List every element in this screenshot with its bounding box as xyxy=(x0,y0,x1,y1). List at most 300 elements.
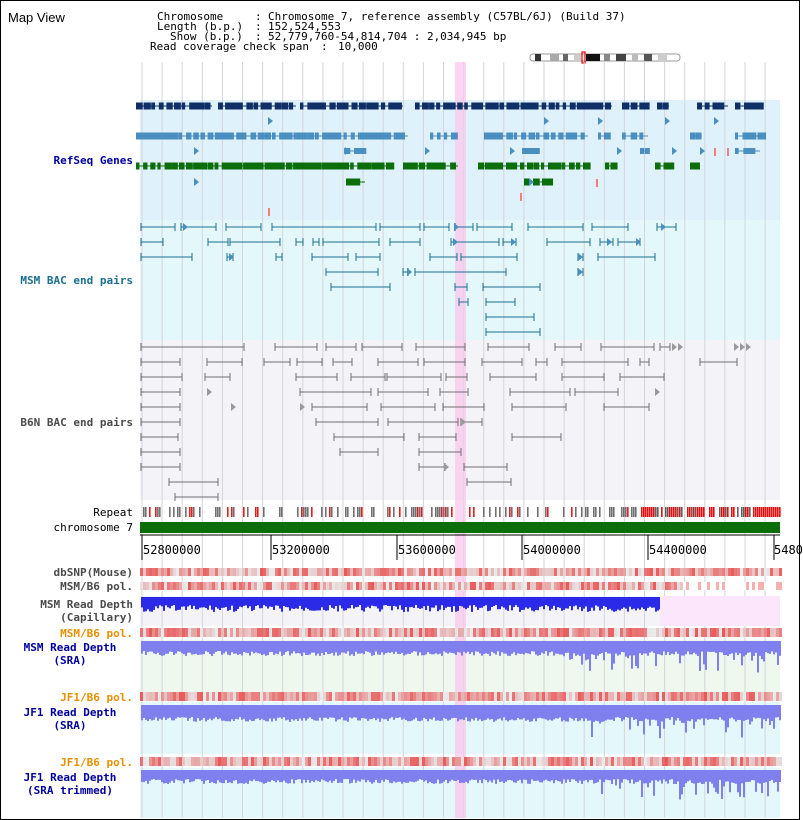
depth-bar xyxy=(411,705,413,721)
depth-bar xyxy=(773,770,775,783)
depth-bar xyxy=(725,770,727,782)
depth-bar xyxy=(143,770,145,782)
pol-cell xyxy=(371,582,374,590)
depth-bar xyxy=(401,705,403,720)
depth-bar xyxy=(383,641,385,655)
pol-cell xyxy=(443,582,446,590)
pol-cell xyxy=(689,568,692,576)
pol-cell xyxy=(308,568,311,576)
depth-bar xyxy=(451,770,453,780)
depth-bar xyxy=(719,705,721,717)
pol-cell xyxy=(395,692,398,701)
pol-cell xyxy=(140,628,143,637)
depth-bar xyxy=(713,705,715,719)
pol-cell xyxy=(590,582,593,590)
depth-bar xyxy=(667,770,669,784)
depth-bar xyxy=(285,705,287,720)
track-label-msm-b6-pol-sra[interactable]: MSM/B6 pol. xyxy=(60,627,133,640)
gene-exon xyxy=(222,133,230,140)
pol-cell xyxy=(719,628,722,637)
gene-exon xyxy=(556,103,560,110)
pol-cell xyxy=(203,757,206,766)
pol-cell xyxy=(692,628,695,637)
repeat-mark xyxy=(731,507,733,517)
pol-cell xyxy=(665,568,668,576)
pol-cell xyxy=(494,757,497,766)
depth-bar xyxy=(217,641,219,651)
repeat-mark xyxy=(347,507,349,517)
pol-cell xyxy=(749,582,752,590)
repeat-mark xyxy=(217,507,219,517)
depth-bar xyxy=(479,597,481,608)
depth-bar xyxy=(315,597,317,611)
pol-cell xyxy=(656,757,659,766)
depth-bar xyxy=(701,705,703,718)
pol-cell xyxy=(722,628,725,637)
pol-cell xyxy=(440,757,443,766)
depth-bar xyxy=(607,770,609,780)
pol-cell xyxy=(512,628,515,637)
pol-cell xyxy=(431,568,434,576)
pol-cell xyxy=(515,628,518,637)
pol-cell xyxy=(743,692,746,701)
pol-cell xyxy=(548,692,551,701)
depth-bar xyxy=(753,641,755,656)
pol-cell xyxy=(227,757,230,766)
depth-bar xyxy=(205,597,207,608)
pol-cell xyxy=(737,757,740,766)
depth-bar xyxy=(699,705,701,720)
depth-bar xyxy=(451,641,453,653)
pol-cell xyxy=(401,628,404,637)
track-label-jf1-depth-trimmed[interactable]: JF1 Read Depth (SRA trimmed) xyxy=(23,771,117,797)
repeat-mark xyxy=(595,507,597,517)
depth-bar xyxy=(637,770,639,782)
track-label-chromosome[interactable]: chromosome 7 xyxy=(53,521,133,534)
pol-cell xyxy=(698,757,701,766)
pol-cell xyxy=(230,582,233,590)
depth-bar xyxy=(311,770,313,781)
depth-bar xyxy=(691,641,693,654)
depth-bar xyxy=(425,597,427,610)
depth-bar xyxy=(195,597,197,609)
gene-exon xyxy=(374,103,379,110)
depth-bar xyxy=(261,597,263,608)
depth-bar xyxy=(435,597,437,605)
depth-bar xyxy=(427,641,429,652)
depth-bar xyxy=(375,705,377,720)
depth-bar xyxy=(593,705,595,722)
pol-cell xyxy=(494,568,497,576)
pol-cell xyxy=(578,568,581,576)
pol-cell xyxy=(671,757,674,766)
pol-cell xyxy=(371,757,374,766)
pol-cell xyxy=(155,692,158,701)
depth-bar xyxy=(399,597,401,605)
depth-bar xyxy=(197,705,199,718)
depth-bar xyxy=(613,641,615,664)
depth-bar xyxy=(315,770,317,780)
pol-cell xyxy=(275,628,278,637)
depth-bar xyxy=(603,705,605,721)
pol-cell xyxy=(500,628,503,637)
depth-bar xyxy=(235,641,237,654)
depth-bar xyxy=(437,770,439,780)
depth-bar xyxy=(653,705,655,720)
pol-cell xyxy=(752,568,755,576)
pol-cell xyxy=(185,692,188,701)
pol-cell xyxy=(389,692,392,701)
track-label-msm-bac[interactable]: MSM BAC end pairs xyxy=(20,274,133,287)
pol-cell xyxy=(320,628,323,637)
depth-bar xyxy=(159,597,161,605)
depth-bar xyxy=(397,597,399,609)
pol-cell xyxy=(233,757,236,766)
pol-cell xyxy=(197,568,200,576)
pol-cell xyxy=(494,692,497,701)
depth-bar xyxy=(155,597,157,606)
depth-bar xyxy=(443,641,445,651)
gene-exon xyxy=(598,103,603,110)
depth-bar xyxy=(463,770,465,783)
depth-bar xyxy=(209,597,211,606)
pol-cell xyxy=(689,628,692,637)
depth-bar xyxy=(337,641,339,656)
pol-cell xyxy=(425,692,428,701)
depth-bar xyxy=(645,770,647,783)
depth-bar xyxy=(429,770,431,782)
depth-bar xyxy=(415,597,417,605)
depth-bar xyxy=(241,770,243,783)
pol-cell xyxy=(458,692,461,701)
pol-cell xyxy=(374,757,377,766)
depth-bar xyxy=(241,597,243,607)
pol-cell xyxy=(245,757,248,766)
gene-exon xyxy=(569,163,575,170)
depth-bar xyxy=(223,770,225,783)
depth-bar xyxy=(209,705,211,719)
pol-cell xyxy=(224,757,227,766)
pol-cell xyxy=(383,757,386,766)
pol-cell xyxy=(446,568,449,576)
depth-bar xyxy=(651,770,653,781)
pol-cell xyxy=(275,582,278,590)
gene-exon xyxy=(204,103,210,110)
depth-bar xyxy=(491,641,493,652)
pol-cell xyxy=(581,692,584,701)
pol-cell xyxy=(293,568,296,576)
pol-cell xyxy=(437,568,440,576)
depth-bar xyxy=(375,641,377,651)
depth-bar xyxy=(243,641,245,652)
depth-bar xyxy=(441,705,443,721)
pol-cell xyxy=(260,582,263,590)
pol-cell xyxy=(323,568,326,576)
pol-cell xyxy=(209,628,212,637)
gene-exon xyxy=(365,133,373,140)
repeat-mark xyxy=(345,507,347,517)
depth-bar xyxy=(499,597,501,609)
pol-cell xyxy=(575,757,578,766)
track-label-jf1-b6-pol-1[interactable]: JF1/B6 pol. xyxy=(60,691,133,704)
gene-exon xyxy=(541,163,544,170)
track-label-msm-b6-pol[interactable]: MSM/B6 pol. xyxy=(60,580,133,593)
pol-cell xyxy=(140,568,143,576)
depth-bar xyxy=(465,770,467,782)
track-label-jf1-b6-pol-2[interactable]: JF1/B6 pol. xyxy=(60,756,133,769)
pol-cell xyxy=(704,628,707,637)
pol-cell xyxy=(344,582,347,590)
depth-bar xyxy=(263,705,265,720)
depth-bar xyxy=(525,597,527,607)
depth-bar xyxy=(265,770,267,783)
depth-bar xyxy=(509,597,511,605)
depth-bar xyxy=(187,597,189,606)
pol-cell xyxy=(341,628,344,637)
pol-cell xyxy=(770,692,773,701)
pol-cell xyxy=(488,568,491,576)
track-label-jf1-depth-sra[interactable]: JF1 Read Depth (SRA) xyxy=(23,706,117,732)
depth-bar xyxy=(429,597,431,611)
depth-bar xyxy=(461,705,463,719)
gene-exon xyxy=(645,148,650,154)
pol-cell xyxy=(572,757,575,766)
gene-exon xyxy=(478,163,484,170)
depth-bar xyxy=(241,705,243,720)
pol-cell xyxy=(635,568,638,576)
pol-cell xyxy=(404,692,407,701)
depth-bar xyxy=(559,641,561,655)
depth-bar xyxy=(671,705,673,717)
depth-bar xyxy=(473,641,475,655)
depth-bar xyxy=(311,705,313,719)
gene-exon xyxy=(631,133,637,140)
depth-bar xyxy=(237,597,239,609)
depth-bar xyxy=(655,705,657,720)
depth-bar xyxy=(755,641,757,653)
pol-cell xyxy=(557,568,560,576)
depth-bar xyxy=(577,770,579,783)
pol-cell xyxy=(626,692,629,701)
depth-bar xyxy=(543,770,545,781)
pol-cell xyxy=(545,568,548,576)
depth-bar xyxy=(513,770,515,782)
depth-bar xyxy=(415,705,417,718)
pol-cell xyxy=(446,628,449,637)
depth-bar xyxy=(219,641,221,651)
pol-cell xyxy=(338,628,341,637)
track-label-msm-depth-sra[interactable]: MSM Read Depth (SRA) xyxy=(23,641,117,667)
depth-bar xyxy=(595,705,597,721)
depth-bar xyxy=(549,641,551,652)
pol-cell xyxy=(587,757,590,766)
depth-bar xyxy=(583,641,585,654)
depth-bar xyxy=(671,641,673,654)
pol-cell xyxy=(473,582,476,590)
pol-cell xyxy=(476,582,479,590)
depth-bar xyxy=(263,597,265,605)
depth-bar xyxy=(443,705,445,718)
pol-cell xyxy=(332,568,335,576)
pol-cell xyxy=(569,628,572,637)
pol-cell xyxy=(659,757,662,766)
depth-bar xyxy=(201,770,203,781)
depth-bar xyxy=(145,770,147,781)
pol-cell xyxy=(572,628,575,637)
depth-bar xyxy=(387,597,389,606)
depth-bar xyxy=(487,597,489,611)
pol-cell xyxy=(614,628,617,637)
gene-exon xyxy=(182,103,186,110)
depth-bar xyxy=(251,597,253,611)
depth-bar xyxy=(275,597,277,605)
pol-cell xyxy=(485,692,488,701)
depth-bar xyxy=(697,770,699,783)
pol-cell xyxy=(398,692,401,701)
depth-bar xyxy=(535,597,537,610)
depth-bar xyxy=(291,770,293,779)
pol-cell xyxy=(242,628,245,637)
pol-cell xyxy=(377,628,380,637)
depth-bar xyxy=(171,770,173,781)
depth-bar xyxy=(399,705,401,717)
depth-bar xyxy=(411,597,413,607)
depth-bar xyxy=(613,705,615,721)
pol-cell xyxy=(293,757,296,766)
gene-exon xyxy=(514,103,520,110)
depth-bar xyxy=(649,705,651,726)
depth-bar xyxy=(379,770,381,783)
pol-cell xyxy=(665,692,668,701)
repeat-mark xyxy=(679,507,681,517)
pol-cell xyxy=(734,568,737,576)
pol-cell xyxy=(356,692,359,701)
repeat-mark xyxy=(307,507,309,517)
depth-bar xyxy=(193,597,195,606)
depth-bar xyxy=(217,770,219,780)
pol-cell xyxy=(434,757,437,766)
pol-cell xyxy=(317,568,320,576)
depth-bar xyxy=(341,597,343,608)
repeat-mark xyxy=(435,507,437,517)
depth-bar xyxy=(461,597,463,606)
pol-cell xyxy=(275,757,278,766)
track-label-b6n-bac[interactable]: B6N BAC end pairs xyxy=(20,416,133,429)
depth-bar xyxy=(351,770,353,783)
pol-cell xyxy=(566,692,569,701)
gene-exon xyxy=(558,133,563,140)
depth-bar xyxy=(345,641,347,654)
depth-bar xyxy=(251,705,253,721)
gene-exon xyxy=(144,103,151,110)
track-label-repeat[interactable]: Repeat xyxy=(93,506,133,519)
repeat-mark xyxy=(417,507,419,517)
depth-bar xyxy=(573,770,575,779)
pol-cell xyxy=(749,628,752,637)
depth-bar xyxy=(499,641,501,656)
depth-bar xyxy=(715,705,717,719)
pol-cell xyxy=(179,757,182,766)
depth-bar xyxy=(215,641,217,652)
depth-bar xyxy=(501,641,503,652)
depth-bar xyxy=(219,770,221,782)
depth-bar xyxy=(633,770,635,784)
depth-bar xyxy=(487,705,489,718)
pol-cell xyxy=(743,582,746,590)
depth-bar xyxy=(169,705,171,718)
repeat-mark xyxy=(753,507,755,517)
depth-bar xyxy=(149,770,151,781)
pol-cell xyxy=(557,757,560,766)
depth-bar xyxy=(677,641,679,654)
depth-bar xyxy=(275,770,277,782)
depth-bar xyxy=(571,770,573,779)
gene-exon xyxy=(359,103,366,110)
pol-cell xyxy=(413,692,416,701)
depth-bar xyxy=(343,770,345,779)
gene-exon xyxy=(533,179,540,186)
track-label-refseq-genes[interactable]: RefSeq Genes xyxy=(53,154,133,167)
depth-bar xyxy=(359,705,361,720)
depth-bar xyxy=(373,641,375,655)
pol-cell xyxy=(272,692,275,701)
depth-bar xyxy=(145,597,147,611)
depth-bar xyxy=(241,641,243,655)
depth-bar xyxy=(537,597,539,610)
depth-bar xyxy=(771,705,773,721)
pol-cell xyxy=(563,757,566,766)
depth-bar xyxy=(739,641,741,653)
depth-bar xyxy=(713,770,715,788)
pol-cell xyxy=(350,757,353,766)
pol-cell xyxy=(434,628,437,637)
depth-bar xyxy=(357,641,359,654)
pol-cell xyxy=(242,757,245,766)
repeat-mark xyxy=(703,507,705,517)
pol-cell xyxy=(272,568,275,576)
depth-bar xyxy=(623,597,625,607)
depth-bar xyxy=(569,597,571,606)
track-label-dbsnp[interactable]: dbSNP(Mouse) xyxy=(53,566,133,579)
depth-bar xyxy=(185,597,187,610)
depth-bar xyxy=(387,770,389,780)
pol-cell xyxy=(275,568,278,576)
depth-bar xyxy=(605,705,607,720)
repeat-mark xyxy=(613,507,615,517)
pol-cell xyxy=(362,628,365,637)
track-label-msm-depth-capillary[interactable]: MSM Read Depth (Capillary) xyxy=(40,598,133,624)
pol-cell xyxy=(299,757,302,766)
depth-bar xyxy=(681,770,683,794)
pol-cell xyxy=(596,568,599,576)
depth-bar xyxy=(197,641,199,655)
pol-cell xyxy=(269,628,272,637)
depth-bar xyxy=(277,597,279,606)
depth-bar xyxy=(415,770,417,782)
depth-bar xyxy=(347,641,349,651)
pol-cell xyxy=(506,692,509,701)
depth-bar xyxy=(607,641,609,654)
depth-bar xyxy=(273,770,275,781)
depth-bar xyxy=(573,597,575,606)
depth-bar xyxy=(339,705,341,719)
pol-cell xyxy=(350,568,353,576)
pol-cell xyxy=(632,582,635,590)
pol-cell xyxy=(620,568,623,576)
depth-bar xyxy=(747,705,749,719)
depth-bar xyxy=(167,770,169,784)
depth-bar xyxy=(577,705,579,721)
